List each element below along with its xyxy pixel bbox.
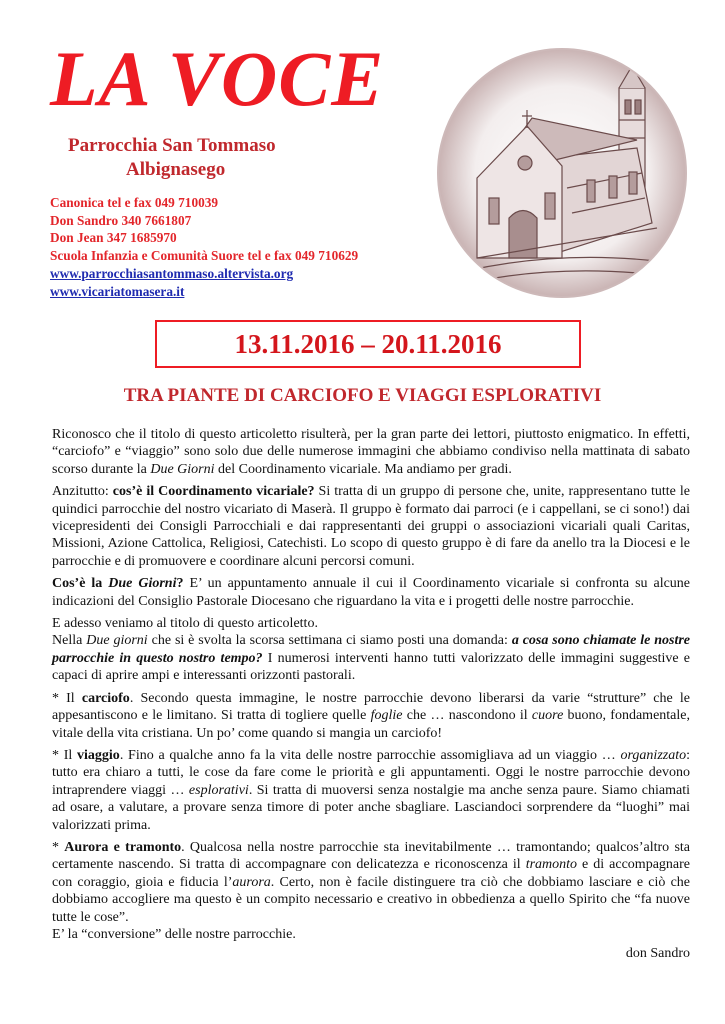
paragraph-intro: Riconosco che il titolo di questo articoletto risulterà, per la gran parte dei lettori, piuttosto enigmatico. In effetti, “carciofo” e “viaggio” sono solo due delle numerose immagini che abbiamo condiviso nella mattinata di sabato scorso durante la Due Giorni del Coordinamento vicariale. Ma andiamo per gradi. xyxy=(52,427,690,477)
paragraph-aurora-tramonto: * Aurora e tramonto. Qualcosa nella nostre parrocchie sta inevitabilmente … tramontando; qualcos’altro sta certamente nascendo. Si tratta di accompagnare con delicatezza e riconoscenza il tramonto e di accompagnare con coraggio, gioia e fiducia l’aurora. Certo, non è facile distinguere tra ciò che dobbiamo lasciare e ciò che dobbiamo accogliere ma questo è un compito necessario e creativo in obbedienza a quello Spirito che “fa nuove tutte le cose”. xyxy=(52,839,690,925)
article-body xyxy=(52,426,690,963)
contact-scuola: Scuola Infanzia e Comunità Suore tel e fax 049 710629 xyxy=(50,248,359,264)
masthead-title: LA VOCE xyxy=(50,35,385,122)
parish-name xyxy=(68,134,276,182)
paragraph-carciofo: * Il carciofo. Secondo questa immagine, le nostre parrocchie devono liberarsi da varie “strutture” che le appesantiscono e le limitano. Si tratta di togliere quelle foglie che … nascondono il cuore buono, fondamentale, vitale della vita cristiana. Un po’ come quando si mangia un carciofo! xyxy=(52,690,690,741)
paragraph-due-giorni: Cos’è la Due Giorni? E’ un appuntamento annuale il cui il Coordinamento vicariale si confronta su alcune indicazioni del Consiglio Pastorale Diocesano che riguardano la vita e i progetti delle nostre parrocchie. xyxy=(52,576,691,609)
contact-canonica: Canonica tel e fax 049 710039 xyxy=(50,195,219,210)
article-headline: TRA PIANTE DI CARCIOFO E VIAGGI ESPLORATIVI xyxy=(123,385,602,406)
paragraph-coordinamento: Anzitutto: cos’è il Coordinamento vicariale? Si tratta di un gruppo di persone che, unite, rappresentano tutte le quindici parrocchie del nostro vicariato di Maserà. Il gruppo è formato dai parroci (e i cappellani, se ci sono!) dai vicepresidenti dei Consigli Parrocchiali e dai rappresentanti dei gruppi o associazioni vicariali quali Caritas, Missioni, Azione Cattolica, Religiosi, Catechisti. Lo scopo di questo gruppo è di fare da anello tra la Diocesi e le parrocchie e di promuovere e coordinare alcuni percorsi comuni. xyxy=(52,484,690,569)
vicariate-website-link[interactable]: www.vicariatomasera.it xyxy=(50,283,185,299)
paragraph-title-intro: E adesso veniamo al titolo di questo articoletto. xyxy=(52,616,318,632)
parish-name-line2: Albignasego xyxy=(126,159,226,180)
parish-website-link[interactable]: www.parrocchiasantommaso.altervista.org xyxy=(50,265,294,281)
paragraph-question: Nella Due giorni che si è svolta la scorsa settimana ci siamo posti una domanda: a cosa sono chiamate le nostre parrocchie in questo nostro tempo? I numerosi interventi hanno tutti valorizzato delle immagini suggestive e capaci di aprire ampi e interessanti orizzonti pastorali. xyxy=(52,633,691,684)
contact-don-sandro: Don Sandro 340 7661807 xyxy=(50,212,192,228)
church-sketch-icon xyxy=(437,48,687,298)
signature: don Sandro xyxy=(625,946,690,962)
date-range-box: 13.11.2016 – 20.11.2016 xyxy=(155,320,581,368)
paragraph-conversione: E’ la “conversione” delle nostre parrocchie. xyxy=(52,926,296,942)
contact-block xyxy=(50,194,358,300)
contact-don-jean: Don Jean 347 1685970 xyxy=(50,230,177,246)
parish-name-line1: Parrocchia San Tommaso xyxy=(68,135,276,156)
paragraph-viaggio: * Il viaggio. Fino a qualche anno fa la vita delle nostre parrocchie assomigliava ad un viaggio … organizzato: tutto era chiaro a tutti, le cose da fare come le priorità e gli appuntamenti. Oggi le nostre parrocchie devono intraprendere viaggi … esplorativi. Si tratta di muoversi senza nostalgie ma anche senza paure. Siamo chiamati ad osare, a valutare, a provare senza timore di poter anche sbagliare. Lasciandoci sorprendere da “luoghi” mai valorizzati prima. xyxy=(52,747,690,833)
